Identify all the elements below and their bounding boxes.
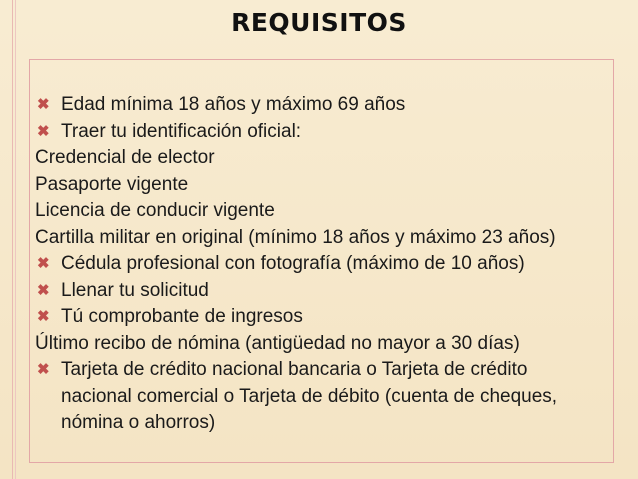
list-item-plain: [35, 145, 620, 172]
list-item-plain: [35, 198, 620, 225]
list-item-bullet: [35, 92, 620, 119]
list-item-text: Pasaporte vigente: [35, 173, 189, 195]
list-item-text: Edad mínima 18 años y máximo 69 años: [61, 94, 406, 115]
x-mark-icon: ✖: [37, 361, 50, 378]
list-item-text: Traer tu identificación oficial:: [61, 120, 302, 142]
list-item-bullet: [35, 119, 620, 146]
list-item-bullet: [35, 304, 620, 331]
list-item-bullet: [35, 251, 620, 278]
list-item-text: Tarjeta de crédito nacional bancaria o Tarjeta de crédito nacional comercial o Tarjeta de débito (cuenta de cheques, nómina o ahorros): [61, 359, 558, 433]
list-item-plain: [35, 172, 620, 199]
list-item-text: Último recibo de nómina (antigüedad no mayor a 30 días): [35, 332, 520, 354]
x-mark-icon: ✖: [37, 281, 50, 299]
list-item-text: Tú comprobante de ingresos: [61, 306, 303, 327]
list-item-text: Cédula profesional con fotografía (máximo de 10 años): [61, 253, 525, 274]
slide-title: REQUISITOS: [231, 8, 407, 37]
requirements-list: [35, 92, 620, 437]
x-mark-icon: ✖: [37, 96, 50, 113]
x-mark-icon: ✖: [37, 255, 50, 272]
list-item-plain: [35, 225, 620, 252]
x-mark-icon: ✖: [37, 122, 50, 140]
list-item-text: Licencia de conducir vigente: [35, 200, 275, 221]
list-item-text: Credencial de elector: [35, 147, 215, 168]
decorative-left-rule: [12, 0, 13, 479]
decorative-left-rule-inner: [15, 0, 16, 479]
list-item-bullet: [35, 357, 601, 437]
list-item-bullet: [35, 278, 620, 305]
x-mark-icon: ✖: [37, 308, 50, 325]
list-item-plain: [35, 331, 620, 358]
list-item-text: Llenar tu solicitud: [61, 279, 209, 301]
list-item-text: Cartilla militar en original (mínimo 18 años y máximo 23 años): [35, 226, 556, 248]
